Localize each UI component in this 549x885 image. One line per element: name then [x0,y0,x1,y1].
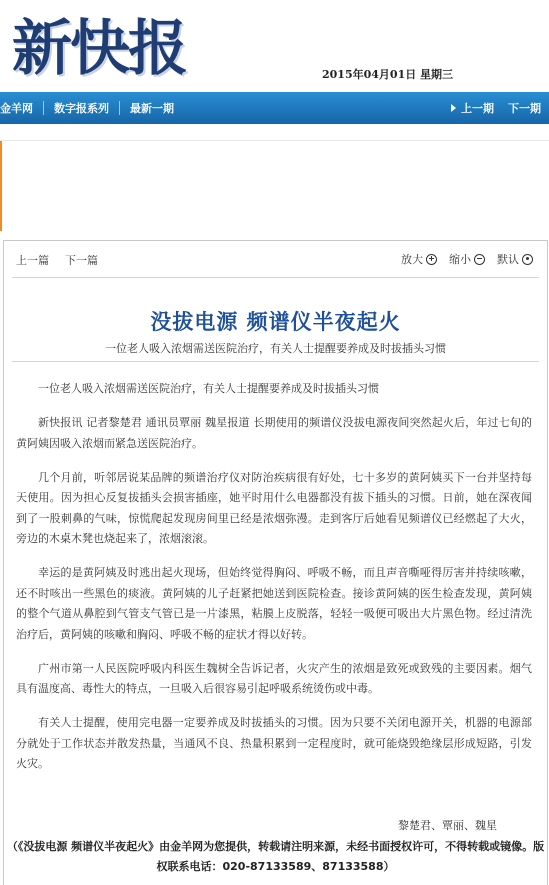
ad-accent-line [0,141,2,231]
issue-date: 2015年04月01日 星期三 [322,68,454,81]
nav-link-latest-issue[interactable]: 最新一期 [130,102,174,115]
arrow-right-icon [451,104,456,112]
masthead [0,0,549,90]
article-paragraph: 一位老人吸入浓烟需送医院治疗，有关人士提醒要养成及时拔插头习惯 [38,382,379,395]
zoom-out-label: 缩小 [449,253,471,266]
article-title: 没拔电源 频谱仪半夜起火 [150,310,401,334]
nav-divider [119,101,120,115]
zoom-in-button[interactable] [401,251,437,267]
next-article-link[interactable]: 下一篇 [65,254,98,267]
article-body [16,379,532,788]
plus-circle-icon [426,254,437,265]
nav-links [0,92,174,124]
nav-link-jinyang[interactable]: 金羊网 [0,102,33,115]
nav-bar [0,92,549,124]
article-subtitle: 一位老人吸入浓烟需送医院治疗，有关人士提醒要养成及时拔插头习惯 [105,342,446,355]
minus-circle-icon [474,254,485,265]
zoom-in-label: 放大 [401,253,423,266]
article-paragraph: 几个月前，听邻居说某品牌的频谱治疗仪对防治疾病很有好处，七十多岁的黄阿姨买下一台并坚持每天使用。因为担心反复拔插头会损害插座，她平时用什么电器都没有拔下插头的习惯。日前，她在深夜闻到了一股刺鼻的气味，惊慌爬起发现房间里已经是浓烟弥漫。走到客厅后她看见频谱仪已经燃起了大火，旁边的木桌木凳也烧起来了，浓烟滚滚。 [16,470,532,545]
font-size-tools [389,251,533,267]
issue-pager [451,92,541,124]
article-paragraph: 新快报讯 记者黎楚君 通讯员覃丽 魏星报道 长期使用的频谱仪没拔电源夜间突然起火后，年过七旬的黄阿姨因吸入浓烟而紧急送医院治疗。 [16,416,532,450]
article-panel [3,240,548,885]
divider [12,277,539,278]
ad-banner-area [0,140,549,231]
divider [12,361,539,362]
default-size-label: 默认 [497,253,519,266]
prev-issue-link[interactable]: 上一期 [461,102,494,115]
nav-link-digital-series[interactable]: 数字报系列 [54,102,109,115]
article-paragraph: 有关人士提醒，使用完电器一定要养成及时拔插头的习惯。因为只要不关闭电源开关，机器的电源部分就处于工作状态并散发热量，当通风不良、热量积累到一定程度时，就可能烧毁绝缘层形成短路，引发火灾。 [16,716,532,770]
article-toolbar [4,241,547,277]
article-paragraph: 幸运的是黄阿姨及时逃出起火现场，但始终觉得胸闷、呼吸不畅，而且声音嘶哑得厉害并持续咳嗽，还不时咳出一些黑色的痰液。黄阿姨的儿子赶紧把她送到医院检查。接诊黄阿姨的医生检查发现，黄阿姨的整个气道从鼻腔到气管支气管已是一片漆黑，粘膜上皮脱落，轻轻一吸便可吸出大片黑色物。经过清洗治疗后，黄阿姨的咳嗽和胸闷、呼吸不畅的症状才得以好转。 [16,566,532,641]
nav-divider [43,101,44,115]
article-byline: 黎楚君、覃丽、魏星 [398,819,497,832]
next-issue-link[interactable]: 下一期 [508,102,541,115]
copyright-notice: （《没拔电源 频谱仪半夜起火》由金羊网为您提供，转载请注明来源，未经书面授权许可，不得转载或镜像。版权联系电话：020-87133589、87133588） [6,840,545,873]
newspaper-logo[interactable]: 新快报 [12,14,186,84]
prev-article-link[interactable]: 上一篇 [16,254,49,267]
dot-circle-icon [522,254,533,265]
zoom-out-button[interactable] [449,251,485,267]
default-size-button[interactable] [497,251,533,267]
article-paragraph: 广州市第一人民医院呼吸内科医生魏树全告诉记者，火灾产生的浓烟是致死或致残的主要因素。烟气具有温度高、毒性大的特点，一旦吸入后很容易引起呼吸系统烫伤或中毒。 [16,661,532,695]
